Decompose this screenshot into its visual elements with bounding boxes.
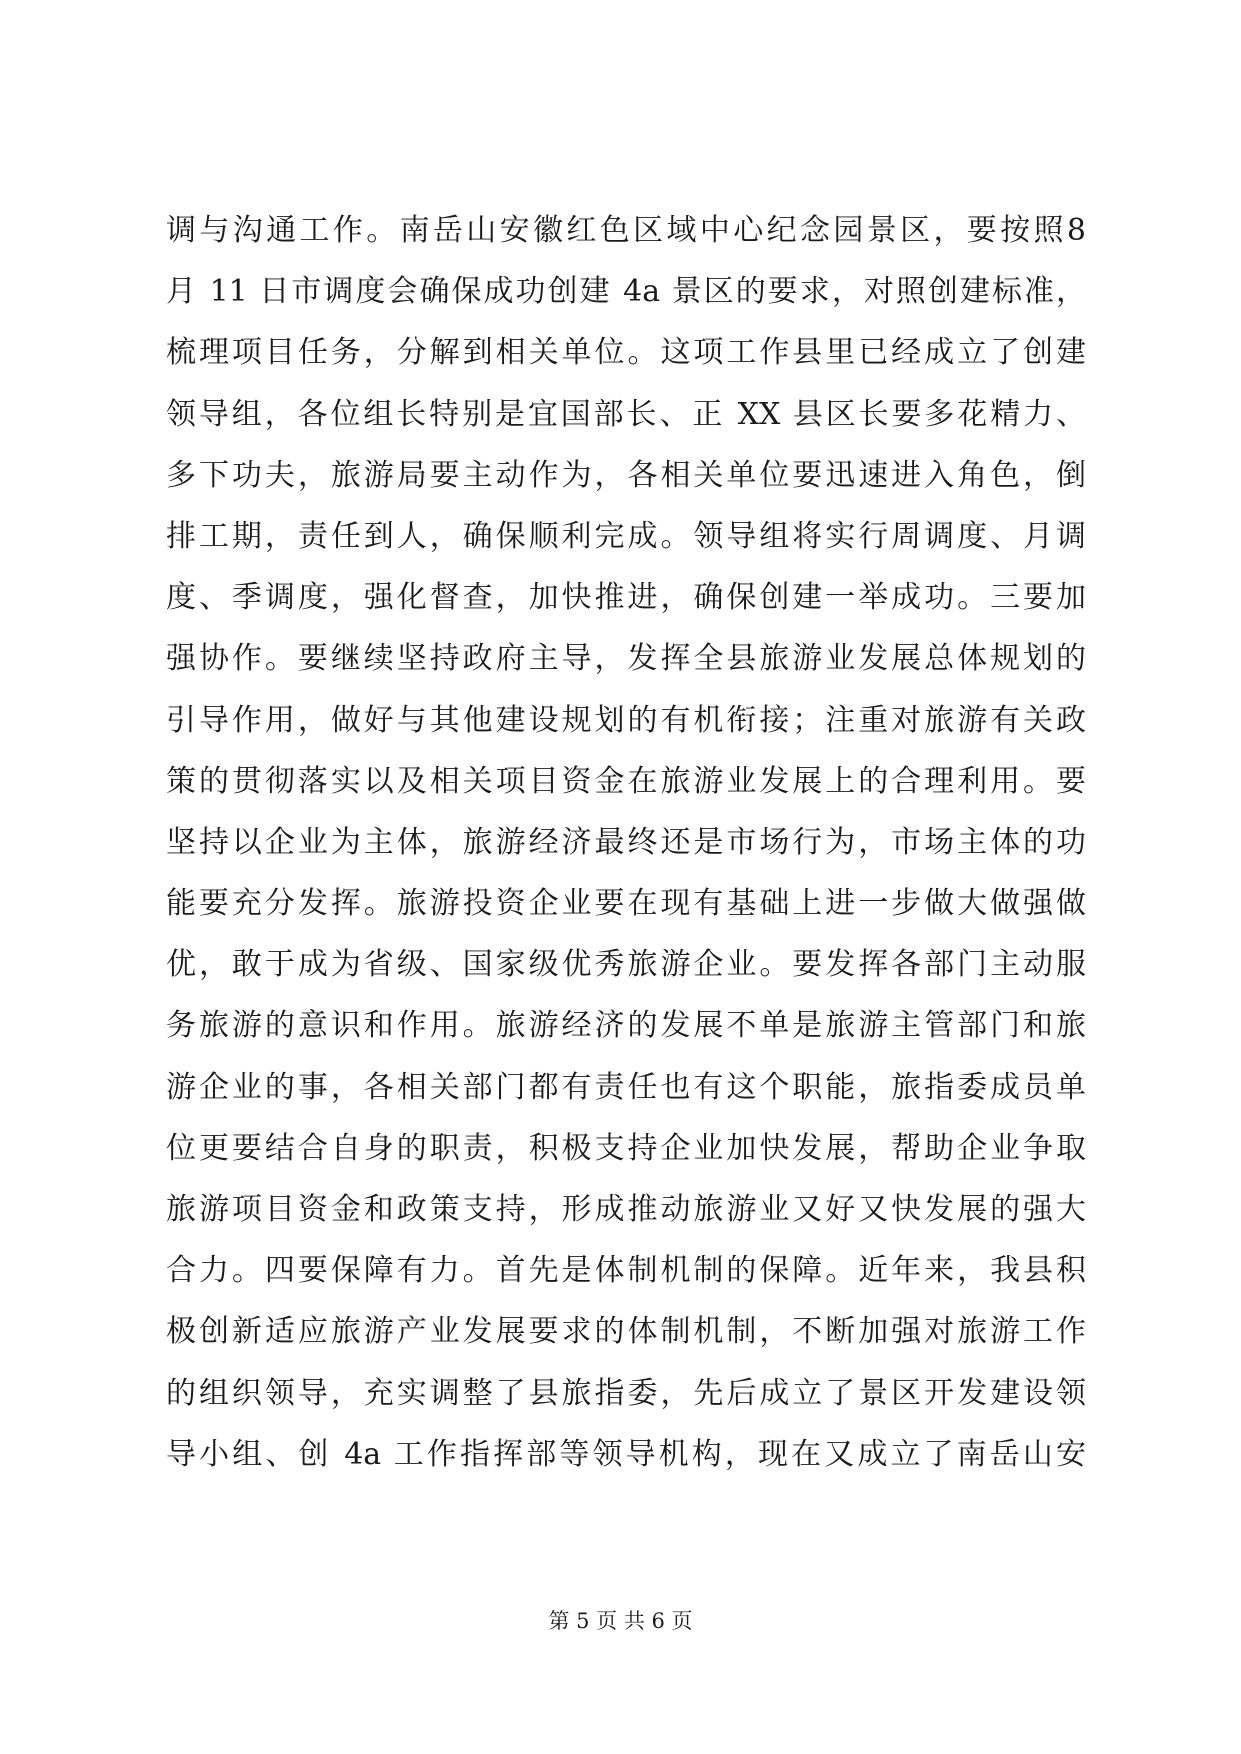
text-line: 能要充分发挥。旅游投资企业要在现有基础上进一步做大做强做	[166, 886, 1086, 922]
text-line: 度、季调度，强化督查，加快推进，确保创建一举成功。三要加	[166, 580, 1086, 616]
text-line: 引导作用，做好与其他建设规划的有机衔接；注重对旅游有关政	[166, 702, 1086, 738]
text-line: 游企业的事，各相关部门都有责任也有这个职能，旅指委成员单	[166, 1069, 1086, 1105]
text-line: 多下功夫，旅游局要主动作为，各相关单位要迅速进入角色，倒	[166, 457, 1086, 493]
text-line: 务旅游的意识和作用。旅游经济的发展不单是旅游主管部门和旅	[166, 1008, 1086, 1044]
body-text	[166, 200, 1086, 1485]
page-number: 第 5 页 共 6 页	[548, 1609, 693, 1633]
text-line: 调与沟通工作。南岳山安徽红色区域中心纪念园景区，要按照8	[166, 213, 1086, 248]
text-line: 排工期，责任到人，确保顺利完成。领导组将实行周调度、月调	[166, 518, 1086, 554]
text-line: 优，敢于成为省级、国家级优秀旅游企业。要发挥各部门主动服	[166, 947, 1086, 983]
text-line: 策的贯彻落实以及相关项目资金在旅游业发展上的合理利用。要	[166, 763, 1086, 799]
text-line: 坚持以企业为主体，旅游经济最终还是市场行为，市场主体的功	[166, 824, 1086, 860]
text-line: 领导组，各位组长特别是宜国部长、正 XX 县区长要多花精力、	[166, 396, 1086, 432]
text-line: 梳理项目任务，分解到相关单位。这项工作县里已经成立了创建	[166, 335, 1086, 371]
text-line: 月 11 日市调度会确保成功创建 4a 景区的要求，对照创建标准，	[166, 274, 1086, 310]
text-line: 的组织领导，充实调整了县旅指委，先后成立了景区开发建设领	[166, 1375, 1086, 1411]
text-line: 导小组、创 4a 工作指挥部等领导机构，现在又成立了南岳山安	[166, 1436, 1086, 1472]
text-line: 位更要结合自身的职责，积极支持企业加快发展，帮助企业争取	[166, 1130, 1086, 1166]
text-line: 旅游项目资金和政策支持，形成推动旅游业又好又快发展的强大	[166, 1192, 1086, 1227]
text-line: 合力。四要保障有力。首先是体制机制的保障。近年来，我县积	[166, 1253, 1086, 1289]
page-footer	[0, 1606, 1241, 1636]
text-line: 强协作。要继续坚持政府主导，发挥全县旅游业发展总体规划的	[166, 641, 1086, 677]
text-line: 极创新适应旅游产业发展要求的体制机制，不断加强对旅游工作	[166, 1314, 1086, 1350]
